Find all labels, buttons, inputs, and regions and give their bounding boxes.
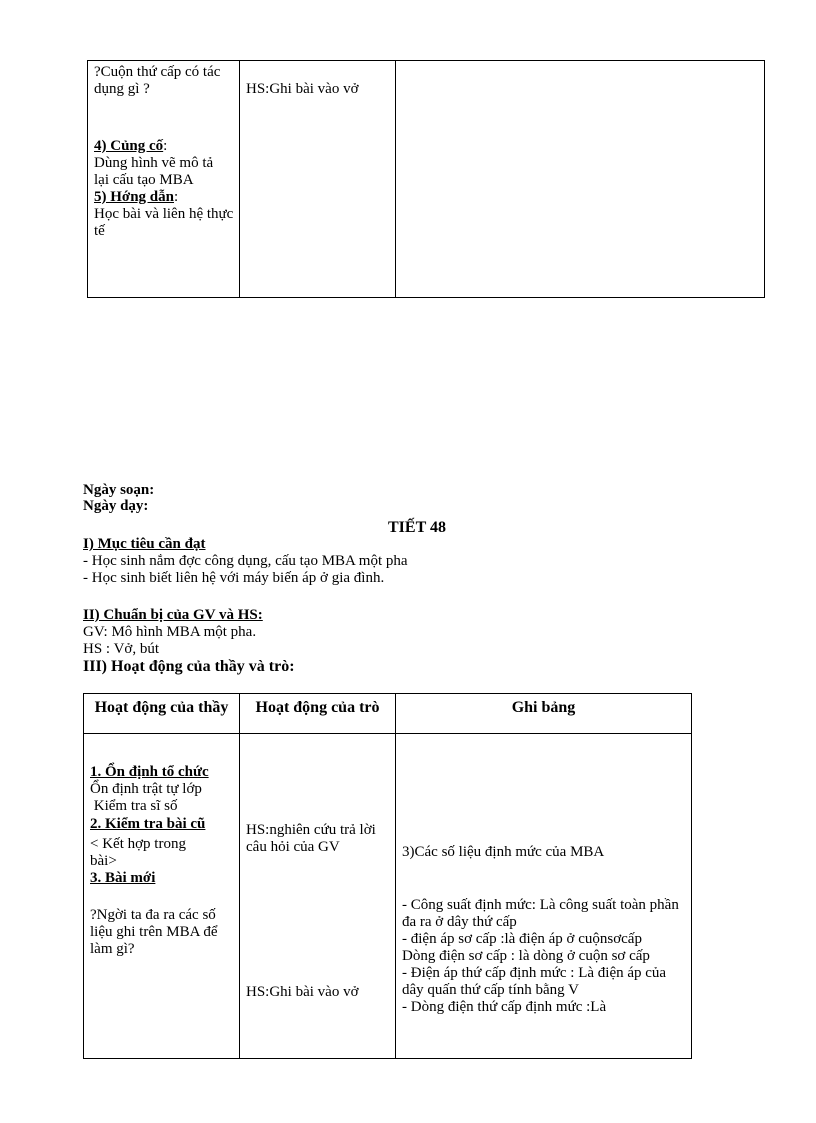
top-col-teacher <box>88 61 240 298</box>
question-secondary-coil: ?Cuộn thứ cấp có tác dụng gì ? <box>94 64 221 97</box>
stabilize-line-2: Kiểm tra sĩ số <box>90 798 178 814</box>
stabilize-line-1: Ổn định trật tự lớp <box>90 781 202 797</box>
stabilize-heading: 1. Ổn định tổ chức <box>90 764 209 780</box>
teach-date: Ngày dạy: <box>83 498 149 514</box>
board-item-1: - Công suất định mức: Là công suất toàn phần đa ra ở dây thứ cấp <box>402 897 679 930</box>
board-notes <box>396 734 692 1059</box>
top-col-board <box>396 61 765 298</box>
header-board-label: Ghi bảng <box>511 699 576 716</box>
header-teacher <box>84 694 240 734</box>
new-lesson-question: ?Ngời ta đa ra các số liệu ghi trên MBA để làm gì? <box>90 907 218 957</box>
student-note: HS:Ghi bài vào vở <box>246 81 359 97</box>
header-student <box>240 694 396 734</box>
teacher-activities <box>84 734 240 1059</box>
preparation-student: HS : Vở, bút <box>83 641 160 657</box>
review-text: < Kết hợp trong bài> <box>90 836 186 869</box>
activities-heading: III) Hoạt động của thầy và trò: <box>83 658 295 675</box>
consolidation-colon: : <box>163 138 168 154</box>
board-title: 3)Các số liệu định mức của MBA <box>402 844 605 860</box>
board-item-5: - Dòng điện thứ cấp định mức :Là <box>402 999 607 1015</box>
board-item-4: - Điện áp thứ cấp định mức : Là điện áp của dây quấn thứ cấp tính bằng V <box>402 965 667 998</box>
preparation-teacher: GV: Mô hình MBA một pha. <box>83 624 257 640</box>
student-answer-1: HS:nghiên cứu trả lời câu hỏi của GV <box>246 822 376 855</box>
board-item-3: Dòng điện sơ cấp : là dòng ở cuộn sơ cấp <box>402 948 650 964</box>
prep-date: Ngày soạn: <box>83 482 155 498</box>
new-lesson-heading: 3. Bài mới <box>90 870 156 886</box>
top-col-student <box>240 61 396 298</box>
guide-text: Học bài và liên hệ thực tế <box>94 206 234 239</box>
activity-table <box>83 693 692 1059</box>
lesson-title: TIẾT 48 <box>388 519 446 536</box>
consolidation-heading: 4) Củng cố <box>94 138 164 154</box>
preparation-heading: II) Chuẩn bị của GV và HS: <box>83 607 263 623</box>
student-activities <box>240 734 396 1059</box>
objective-item-1: - Học sinh nắm đợc công dụng, cấu tạo MBA một pha <box>83 553 408 569</box>
header-student-label: Hoạt động của trò <box>255 699 380 716</box>
top-table <box>87 60 765 298</box>
header-board <box>396 694 692 734</box>
student-answer-2: HS:Ghi bài vào vở <box>246 984 359 1000</box>
header-teacher-label: Hoạt động của thầy <box>94 699 229 716</box>
guide-heading: 5) Hớng dẫn <box>94 189 174 205</box>
objective-item-2: - Học sinh biết liên hệ với máy biến áp ở gia đình. <box>83 570 385 586</box>
review-heading: 2. Kiểm tra bài cũ <box>90 816 206 832</box>
objectives-heading: I) Mục tiêu cần đạt <box>83 536 206 552</box>
guide-colon: : <box>174 189 179 205</box>
consolidation-text: Dùng hình vẽ mô tả lại cấu tạo MBA <box>94 155 214 188</box>
board-item-2: - điện áp sơ cấp :là điện áp ở cuộnsơcấp <box>402 931 642 947</box>
